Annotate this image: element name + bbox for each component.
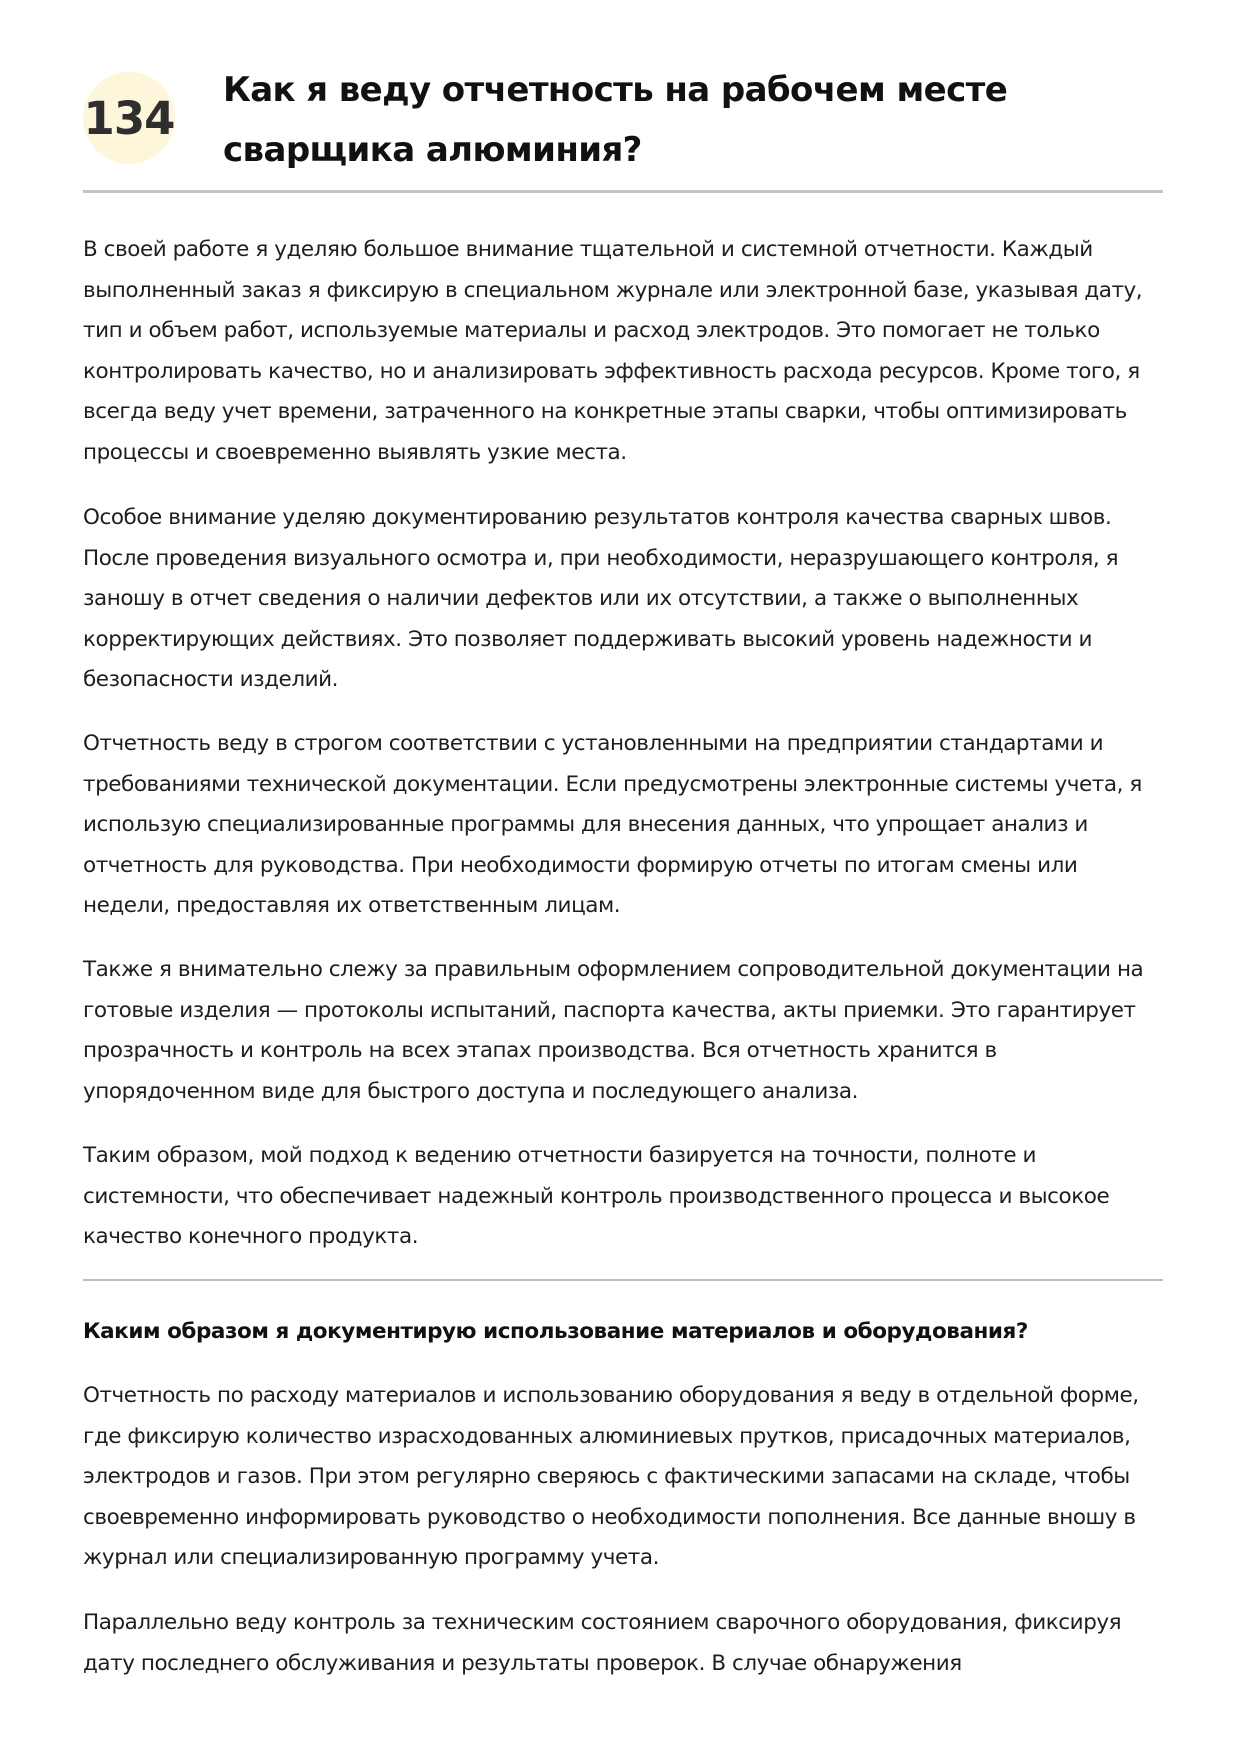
subsection-paragraph-2 [83, 1603, 1163, 1684]
question-title: Как я веду отчетность на рабочем месте сварщика алюминия? [223, 70, 1008, 170]
answer-paragraph-3 [83, 724, 1163, 927]
answer-paragraph-2 [83, 498, 1163, 701]
question-header [83, 0, 1163, 193]
paragraph-text: Также я внимательно слежу за правильным оформлением сопроводительной документации на готовые изделия — протоколы испытаний, паспорта качества, акты приемки. Это гарантирует прозрачность и контроль на всех этапах производства. Вся отчетность хранится в упорядоченном виде для быстрого доступа и последующего анализа. [83, 957, 1144, 1104]
answer-paragraph-5 [83, 1136, 1163, 1258]
paragraph-text: Таким образом, мой подход к ведению отчетности базируется на точности, полноте и системности, что обеспечивает надежный контроль производственного процесса и высокое качество конечного продукта. [83, 1143, 1110, 1249]
paragraph-text: В своей работе я уделяю большое внимание тщательной и системной отчетности. Каждый выполненный заказ я фиксирую в специальном журнале или электронной базе, указывая дату, тип и объем работ, используемые материалы и расход электродов. Это помогает не только контролировать качество, но и анализировать эффективность расхода ресурсов. Кроме того, я всегда веду учет времени, затраченного на конкретные этапы сварки, чтобы оптимизировать процессы и своевременно выявлять узкие места. [83, 237, 1143, 465]
section-divider [83, 1279, 1163, 1281]
paragraph-text: Отчетность по расходу материалов и использованию оборудования я веду в отдельной форме, где фиксирую количество израсходованных алюминиевых прутков, присадочных материалов, электродов и газов. При этом регулярно сверяюсь с фактическими запасами на складе, чтобы своевременно информировать руководство о необходимости пополнения. Все данные вношу в журнал или специализированную программу учета. [83, 1383, 1139, 1570]
paragraph-text: Особое внимание уделяю документированию результатов контроля качества сварных швов. После проведения визуального осмотра и, при необходимости, неразрушающего контроля, я заношу в отчет сведения о наличии дефектов или их отсутствии, а также о выполненных корректирующих действиях. Это позволяет поддерживать высокий уровень надежности и безопасности изделий. [83, 505, 1119, 692]
paragraph-text: Отчетность веду в строгом соответствии с установленными на предприятии стандартами и требованиями технической документации. Если предусмотрены электронные системы учета, я использую специализированные программы для внесения данных, что упрощает анализ и отчетность для руководства. При необходимости формирую отчеты по итогам смены или недели, предоставляя их ответственным лицам. [83, 731, 1142, 918]
subsection-paragraph-1 [83, 1376, 1163, 1579]
document-page [83, 0, 1163, 1676]
answer-paragraph-4 [83, 950, 1163, 1112]
answer-paragraph-1 [83, 230, 1163, 473]
subsection-heading: Каким образом я документирую использование материалов и оборудования? [83, 1319, 1028, 1344]
paragraph-text: Параллельно веду контроль за техническим состоянием сварочного оборудования, фиксируя дату последнего обслуживания и результаты проверок. В случае обнаружения [83, 1610, 1122, 1676]
question-number-badge: 134 [83, 72, 175, 164]
